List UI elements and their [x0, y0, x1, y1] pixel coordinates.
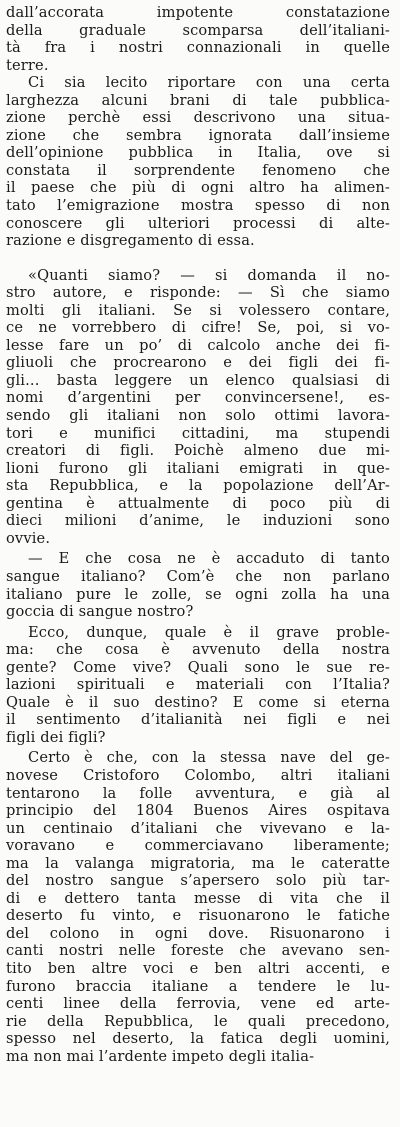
text-line: zione che sembra ignorata dall’insieme [6, 126, 390, 144]
text-line: gliuoli che procrearono e dei figli dei fi- [6, 354, 390, 372]
text-line: ma: che cosa è avvenuto della nostra [6, 641, 390, 659]
text-line: ma la valanga migratoria, ma le cateratte [6, 854, 390, 872]
paragraph [6, 550, 390, 620]
text-line: Ci sia lecito riportare con una certa [28, 74, 390, 92]
text-line: canti nostri nelle foreste che avevano sen- [6, 942, 390, 960]
text-line: tentarono la folle avventura, e già al [6, 784, 390, 802]
text-line: sangue italiano? Com’è che non parlano [6, 567, 390, 585]
text-line: della graduale scomparsa dell’italiani- [6, 21, 390, 39]
text-line: figli dei figli? [6, 728, 106, 746]
text-line: zione perchè essi descrivono una situa- [6, 109, 390, 127]
text-line: dall’accorata impotente constatazione [6, 4, 390, 21]
text-line: terre. [6, 56, 49, 74]
text-line: goccia di sangue nostro? [6, 603, 194, 621]
text-line: lesse fare un po’ di calcolo anche dei fi- [6, 336, 390, 354]
text-line: Quale è il suo destino? E come si eterna [6, 693, 390, 711]
text-line: tato l’emigrazione mostra spesso di non [6, 197, 390, 215]
text-line: Certo è che, con la stessa nave del ge- [28, 749, 390, 767]
text-line: rie della Repubblica, le quali precedono, [6, 1012, 390, 1030]
text-line: lazioni spirituali e materiali con l’Italia? [6, 676, 390, 694]
text-line: spesso nel deserto, la fatica degli uomini, [6, 1030, 390, 1048]
text-line: tà fra i nostri connazionali in quelle [6, 39, 390, 57]
text-line: nomi d’argentini per convincersene!, es- [6, 389, 390, 407]
text-line: lioni furono gli italiani emigrati in que- [6, 459, 390, 477]
text-line: principio del 1804 Buenos Aires ospitava [6, 802, 390, 820]
text-line: Ecco, dunque, quale è il grave proble- [28, 623, 390, 641]
text-line: italiano pure le zolle, se ogni zolla ha una [6, 585, 390, 603]
paragraph [6, 267, 390, 548]
text-line: ce ne vorrebbero di cifre! Se, poi, si vo- [6, 319, 390, 337]
text-line: constata il sorprendente fenomeno che [6, 161, 390, 179]
text-line: centi linee della ferrovia, vene ed arte- [6, 995, 390, 1013]
text-line: dell’opinione pubblica in Italia, ove si [6, 144, 390, 162]
text-line: novese Cristoforo Colombo, altri italiani [6, 766, 390, 784]
text-line: gentina è attualmente di poco più di [6, 494, 390, 512]
paragraph [6, 4, 390, 74]
text-column [6, 4, 390, 1065]
paragraph-spacer [6, 250, 390, 267]
text-line: ovvie. [6, 529, 51, 547]
text-line: creatori di figli. Poichè almeno due mi- [6, 442, 390, 460]
text-line: deserto fu vinto, e risuonarono le fatiche [6, 907, 390, 925]
text-line: gente? Come vive? Quali sono le sue re- [6, 658, 390, 676]
text-line: il sentimento d’italianità nei figli e nei [6, 711, 390, 729]
text-line: dieci milioni d’anime, le induzioni sono [6, 512, 390, 530]
text-line: larghezza alcuni brani di tale pubblica- [6, 91, 390, 109]
text-line: furono braccia italiane a tendere le lu- [6, 977, 390, 995]
text-line: conoscere gli ulteriori processi di alte- [6, 214, 390, 232]
text-line: tito ben altre voci e ben altri accenti, e [6, 959, 390, 977]
text-line: molti gli italiani. Se si volessero contare, [6, 301, 390, 319]
paragraph [6, 74, 390, 249]
text-line: voravano e commerciavano liberamente; [6, 837, 390, 855]
text-line: stro autore, e risponde: — Sì che siamo [6, 284, 390, 302]
paragraph [6, 624, 390, 747]
text-line: — E che cosa ne è accaduto di tanto [28, 550, 390, 568]
text-line: tori e munifici cittadini, ma stupendi [6, 424, 390, 442]
paragraph [6, 749, 390, 1065]
text-line: del nostro sangue s’apersero solo più tar- [6, 872, 390, 890]
text-line: un centinaio d’italiani che vivevano e la- [6, 819, 390, 837]
text-line: di e dettero tanta messe di vita che il [6, 889, 390, 907]
text-line: del colono in ogni dove. Risuonarono i [6, 924, 390, 942]
text-line: razione e disgregamento di essa. [6, 232, 255, 250]
text-line: ma non mai l’ardente impeto degli italia- [6, 1047, 315, 1065]
text-line: gli... basta leggere un elenco qualsiasi di [6, 371, 390, 389]
text-line: il paese che più di ogni altro ha alimen- [6, 179, 390, 197]
text-line: sta Repubblica, e la popolazione dell’Ar- [6, 477, 390, 495]
text-line: sendo gli italiani non solo ottimi lavora- [6, 407, 390, 425]
text-line: «Quanti siamo? — si domanda il no- [28, 266, 390, 284]
